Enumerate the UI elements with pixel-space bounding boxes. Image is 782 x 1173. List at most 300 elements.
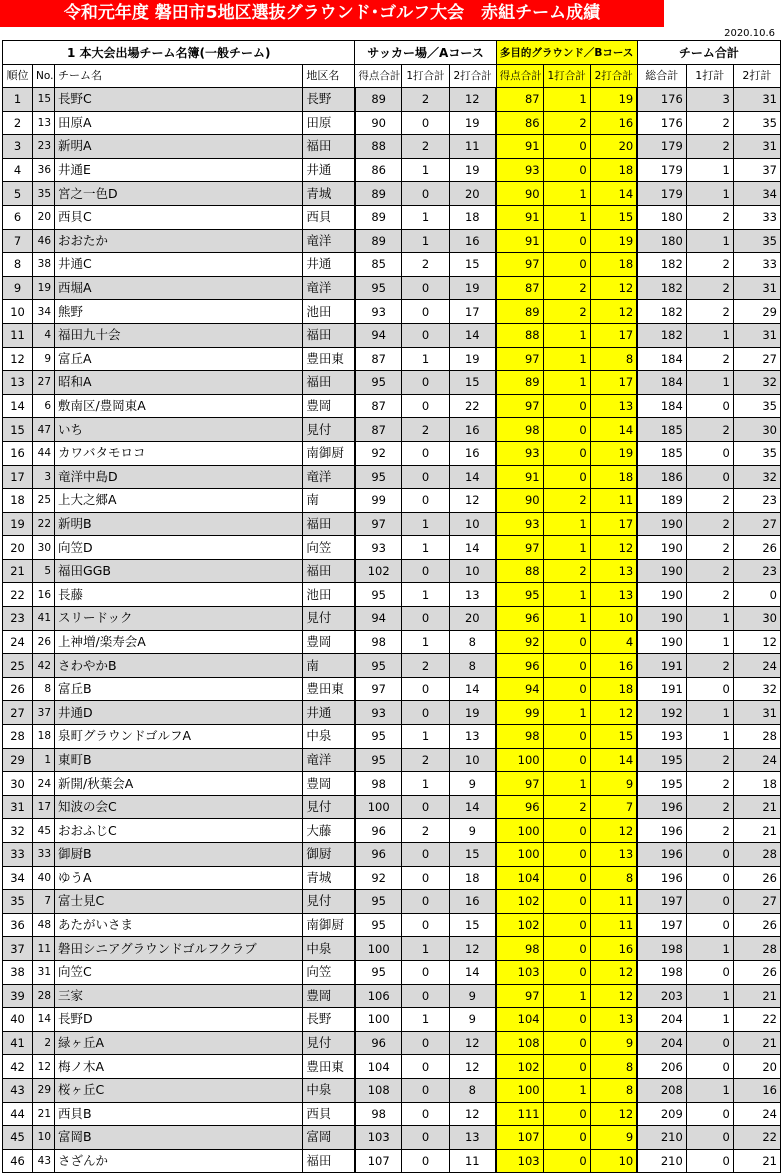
cell-b-one: 1 (543, 182, 590, 206)
cell-no: 4 (33, 323, 55, 347)
cell-rank: 23 (3, 607, 33, 631)
cell-no: 34 (33, 300, 55, 324)
cell-a-two: 19 (449, 276, 496, 300)
cell-b-two: 16 (590, 937, 637, 961)
cell-t-two: 26 (733, 536, 780, 560)
cell-b-score: 89 (496, 300, 543, 324)
cell-district: 見付 (303, 1031, 355, 1055)
cell-t-one: 0 (686, 1126, 733, 1150)
cell-rank: 33 (3, 843, 33, 867)
cell-a-score: 87 (355, 418, 402, 442)
table-row (3, 300, 781, 324)
cell-b-score: 108 (496, 1031, 543, 1055)
cell-a-score: 102 (355, 559, 402, 583)
cell-a-two: 9 (449, 984, 496, 1008)
cell-t-one: 2 (686, 772, 733, 796)
cell-t-two: 33 (733, 205, 780, 229)
col-t-two: 2打計 (733, 65, 780, 88)
cell-t-one: 1 (686, 1008, 733, 1032)
cell-no: 17 (33, 795, 55, 819)
cell-b-two: 13 (590, 1008, 637, 1032)
cell-t-one: 0 (686, 843, 733, 867)
cell-b-two: 12 (590, 1102, 637, 1126)
cell-no: 41 (33, 607, 55, 631)
cell-a-score: 100 (355, 1008, 402, 1032)
cell-team: 新明A (55, 135, 303, 159)
cell-a-one: 0 (402, 890, 449, 914)
cell-no: 27 (33, 371, 55, 395)
cell-a-two: 14 (449, 536, 496, 560)
cell-b-score: 98 (496, 725, 543, 749)
cell-t-two: 26 (733, 866, 780, 890)
cell-team: 福田九十会 (55, 323, 303, 347)
cell-team: 向笠C (55, 960, 303, 984)
cell-team: いち (55, 418, 303, 442)
cell-a-one: 1 (402, 937, 449, 961)
cell-b-score: 87 (496, 88, 543, 112)
cell-team: 上神増/楽寿会A (55, 630, 303, 654)
col-b-one: 1打合計 (543, 65, 590, 88)
cell-a-one: 1 (402, 229, 449, 253)
table-row (3, 182, 781, 206)
cell-total: 179 (637, 182, 686, 206)
cell-team: おおたか (55, 229, 303, 253)
cell-rank: 37 (3, 937, 33, 961)
cell-total: 191 (637, 677, 686, 701)
cell-b-score: 89 (496, 371, 543, 395)
cell-district: 見付 (303, 418, 355, 442)
cell-total: 204 (637, 1008, 686, 1032)
cell-team: 三家 (55, 984, 303, 1008)
cell-t-one: 1 (686, 158, 733, 182)
cell-team: 長藤 (55, 583, 303, 607)
cell-t-two: 24 (733, 1102, 780, 1126)
cell-total: 193 (637, 725, 686, 749)
cell-a-score: 93 (355, 300, 402, 324)
cell-total: 191 (637, 654, 686, 678)
cell-t-two: 31 (733, 135, 780, 159)
cell-district: 青城 (303, 866, 355, 890)
cell-t-two: 21 (733, 1149, 780, 1173)
cell-team: 昭和A (55, 371, 303, 395)
cell-rank: 44 (3, 1102, 33, 1126)
cell-total: 196 (637, 843, 686, 867)
cell-rank: 14 (3, 394, 33, 418)
cell-rank: 3 (3, 135, 33, 159)
cell-b-one: 1 (543, 205, 590, 229)
cell-a-one: 0 (402, 1126, 449, 1150)
cell-b-one: 2 (543, 489, 590, 513)
cell-district: 西貝 (303, 205, 355, 229)
cell-b-score: 95 (496, 583, 543, 607)
cell-no: 48 (33, 913, 55, 937)
cell-b-two: 18 (590, 158, 637, 182)
cell-b-score: 107 (496, 1126, 543, 1150)
cell-b-one: 1 (543, 984, 590, 1008)
cell-a-two: 15 (449, 913, 496, 937)
cell-no: 24 (33, 772, 55, 796)
cell-team: 西貝C (55, 205, 303, 229)
cell-a-one: 0 (402, 843, 449, 867)
cell-a-score: 100 (355, 795, 402, 819)
cell-no: 15 (33, 88, 55, 112)
cell-b-score: 91 (496, 205, 543, 229)
cell-b-two: 13 (590, 843, 637, 867)
table-row (3, 371, 781, 395)
cell-team: 知波の会C (55, 795, 303, 819)
cell-team: 井通E (55, 158, 303, 182)
table-row (3, 795, 781, 819)
cell-a-one: 0 (402, 1031, 449, 1055)
cell-t-one: 1 (686, 323, 733, 347)
cell-a-score: 88 (355, 135, 402, 159)
cell-b-one: 0 (543, 1008, 590, 1032)
cell-a-score: 89 (355, 205, 402, 229)
cell-b-one: 0 (543, 913, 590, 937)
cell-a-score: 107 (355, 1149, 402, 1173)
cell-a-two: 13 (449, 583, 496, 607)
cell-a-one: 2 (402, 819, 449, 843)
cell-t-two: 23 (733, 559, 780, 583)
cell-b-two: 9 (590, 772, 637, 796)
cell-a-score: 106 (355, 984, 402, 1008)
cell-a-two: 11 (449, 135, 496, 159)
cell-rank: 40 (3, 1008, 33, 1032)
cell-a-one: 2 (402, 418, 449, 442)
cell-t-one: 1 (686, 229, 733, 253)
cell-b-score: 97 (496, 536, 543, 560)
cell-b-score: 100 (496, 843, 543, 867)
cell-b-one: 0 (543, 253, 590, 277)
cell-team: 磐田シニアグラウンドゴルフクラブ (55, 937, 303, 961)
cell-b-one: 0 (543, 725, 590, 749)
cell-rank: 42 (3, 1055, 33, 1079)
cell-total: 198 (637, 960, 686, 984)
table-row (3, 465, 781, 489)
cell-a-two: 10 (449, 559, 496, 583)
cell-b-score: 104 (496, 866, 543, 890)
cell-b-two: 14 (590, 418, 637, 442)
cell-team: 西貝B (55, 1102, 303, 1126)
cell-total: 182 (637, 323, 686, 347)
col-b-score: 得点合計 (496, 65, 543, 88)
cell-team: おおふじC (55, 819, 303, 843)
cell-total: 182 (637, 253, 686, 277)
cell-t-one: 0 (686, 1031, 733, 1055)
cell-a-two: 14 (449, 960, 496, 984)
cell-no: 23 (33, 135, 55, 159)
cell-a-score: 96 (355, 819, 402, 843)
cell-district: 福田 (303, 323, 355, 347)
cell-rank: 45 (3, 1126, 33, 1150)
cell-a-one: 1 (402, 158, 449, 182)
col-t-one: 1打計 (686, 65, 733, 88)
cell-a-two: 10 (449, 512, 496, 536)
cell-t-two: 35 (733, 229, 780, 253)
cell-a-two: 12 (449, 937, 496, 961)
cell-rank: 24 (3, 630, 33, 654)
cell-b-score: 100 (496, 819, 543, 843)
cell-t-one: 2 (686, 253, 733, 277)
cell-district: 富岡 (303, 1126, 355, 1150)
cell-no: 6 (33, 394, 55, 418)
cell-a-score: 89 (355, 182, 402, 206)
table-row (3, 1078, 781, 1102)
cell-t-two: 32 (733, 371, 780, 395)
cell-a-one: 0 (402, 1078, 449, 1102)
cell-total: 185 (637, 418, 686, 442)
cell-t-two: 37 (733, 158, 780, 182)
cell-rank: 27 (3, 701, 33, 725)
cell-a-score: 87 (355, 394, 402, 418)
cell-a-one: 0 (402, 371, 449, 395)
cell-b-two: 9 (590, 1126, 637, 1150)
cell-a-score: 104 (355, 1055, 402, 1079)
table-row (3, 559, 781, 583)
cell-b-one: 2 (543, 559, 590, 583)
cell-t-one: 1 (686, 937, 733, 961)
cell-no: 37 (33, 701, 55, 725)
cell-total: 209 (637, 1102, 686, 1126)
cell-rank: 12 (3, 347, 33, 371)
cell-t-one: 1 (686, 630, 733, 654)
table-row (3, 88, 781, 112)
cell-a-two: 15 (449, 253, 496, 277)
cell-t-two: 30 (733, 418, 780, 442)
cell-district: 福田 (303, 371, 355, 395)
cell-a-score: 95 (355, 960, 402, 984)
cell-t-one: 2 (686, 489, 733, 513)
cell-district: 田原 (303, 111, 355, 135)
cell-no: 47 (33, 418, 55, 442)
cell-total: 210 (637, 1149, 686, 1173)
cell-b-score: 91 (496, 135, 543, 159)
cell-team: さざんか (55, 1149, 303, 1173)
cell-b-one: 1 (543, 607, 590, 631)
cell-a-score: 95 (355, 371, 402, 395)
table-row (3, 725, 781, 749)
cell-t-one: 0 (686, 1055, 733, 1079)
cell-t-two: 28 (733, 843, 780, 867)
cell-b-score: 97 (496, 984, 543, 1008)
cell-b-two: 18 (590, 677, 637, 701)
cell-no: 18 (33, 725, 55, 749)
cell-district: 大藤 (303, 819, 355, 843)
cell-t-one: 2 (686, 512, 733, 536)
cell-team: 御厨B (55, 843, 303, 867)
cell-team: 富岡B (55, 1126, 303, 1150)
cell-t-two: 35 (733, 111, 780, 135)
cell-rank: 31 (3, 795, 33, 819)
cell-b-one: 0 (543, 843, 590, 867)
cell-rank: 30 (3, 772, 33, 796)
cell-a-two: 9 (449, 819, 496, 843)
cell-district: 向笠 (303, 960, 355, 984)
cell-no: 35 (33, 182, 55, 206)
cell-district: 豊岡 (303, 772, 355, 796)
cell-a-one: 0 (402, 701, 449, 725)
cell-t-one: 1 (686, 607, 733, 631)
cell-a-score: 92 (355, 866, 402, 890)
cell-a-score: 95 (355, 725, 402, 749)
cell-b-two: 14 (590, 748, 637, 772)
cell-b-two: 15 (590, 725, 637, 749)
cell-a-two: 14 (449, 323, 496, 347)
cell-b-one: 0 (543, 960, 590, 984)
cell-b-two: 17 (590, 371, 637, 395)
table-row (3, 536, 781, 560)
cell-a-two: 16 (449, 418, 496, 442)
cell-district: 青城 (303, 182, 355, 206)
cell-team: 西堀A (55, 276, 303, 300)
results-body (3, 88, 781, 1173)
cell-rank: 39 (3, 984, 33, 1008)
cell-a-one: 0 (402, 394, 449, 418)
cell-b-one: 0 (543, 677, 590, 701)
cell-team: 緑ヶ丘A (55, 1031, 303, 1055)
cell-a-one: 1 (402, 725, 449, 749)
cell-b-one: 1 (543, 323, 590, 347)
cell-b-one: 0 (543, 135, 590, 159)
cell-a-score: 99 (355, 489, 402, 513)
cell-b-one: 0 (543, 819, 590, 843)
table-row (3, 441, 781, 465)
cell-rank: 38 (3, 960, 33, 984)
cell-b-two: 12 (590, 701, 637, 725)
cell-a-score: 96 (355, 843, 402, 867)
cell-b-two: 8 (590, 1055, 637, 1079)
cell-t-two: 16 (733, 1078, 780, 1102)
cell-b-one: 1 (543, 583, 590, 607)
cell-team: 井通C (55, 253, 303, 277)
cell-total: 196 (637, 795, 686, 819)
cell-rank: 11 (3, 323, 33, 347)
cell-a-score: 103 (355, 1126, 402, 1150)
cell-b-score: 94 (496, 677, 543, 701)
cell-no: 45 (33, 819, 55, 843)
cell-b-two: 13 (590, 583, 637, 607)
cell-district: 長野 (303, 1008, 355, 1032)
cell-b-one: 1 (543, 371, 590, 395)
table-row (3, 1055, 781, 1079)
cell-team: ゆうA (55, 866, 303, 890)
cell-a-two: 12 (449, 88, 496, 112)
cell-total: 203 (637, 984, 686, 1008)
cell-t-one: 2 (686, 111, 733, 135)
cell-a-one: 0 (402, 323, 449, 347)
cell-district: 長野 (303, 88, 355, 112)
cell-b-one: 0 (543, 748, 590, 772)
cell-t-two: 23 (733, 489, 780, 513)
document-date: 2020.10.6 (724, 28, 775, 39)
cell-no: 43 (33, 1149, 55, 1173)
col-total: 総合計 (637, 65, 686, 88)
cell-a-score: 95 (355, 465, 402, 489)
cell-t-two: 33 (733, 253, 780, 277)
cell-t-two: 27 (733, 890, 780, 914)
group-team-total: チーム合計 (637, 41, 780, 65)
cell-a-score: 85 (355, 253, 402, 277)
cell-b-two: 8 (590, 1078, 637, 1102)
cell-b-one: 1 (543, 347, 590, 371)
cell-a-one: 0 (402, 465, 449, 489)
cell-rank: 34 (3, 866, 33, 890)
cell-a-two: 18 (449, 866, 496, 890)
cell-t-two: 21 (733, 819, 780, 843)
table-row (3, 748, 781, 772)
cell-t-one: 2 (686, 205, 733, 229)
cell-t-two: 35 (733, 394, 780, 418)
cell-a-score: 87 (355, 347, 402, 371)
cell-t-two: 32 (733, 465, 780, 489)
cell-t-one: 1 (686, 984, 733, 1008)
table-row (3, 843, 781, 867)
table-row (3, 960, 781, 984)
cell-t-one: 2 (686, 135, 733, 159)
cell-a-score: 100 (355, 937, 402, 961)
cell-a-two: 12 (449, 1102, 496, 1126)
cell-t-one: 0 (686, 866, 733, 890)
cell-rank: 29 (3, 748, 33, 772)
table-row (3, 772, 781, 796)
cell-a-one: 1 (402, 347, 449, 371)
table-row (3, 913, 781, 937)
cell-total: 179 (637, 158, 686, 182)
cell-t-one: 2 (686, 748, 733, 772)
cell-a-one: 1 (402, 205, 449, 229)
cell-b-two: 17 (590, 323, 637, 347)
cell-t-one: 1 (686, 701, 733, 725)
table-row (3, 276, 781, 300)
cell-no: 12 (33, 1055, 55, 1079)
cell-a-two: 19 (449, 111, 496, 135)
cell-district: 福田 (303, 559, 355, 583)
cell-b-one: 2 (543, 300, 590, 324)
cell-team: 富丘A (55, 347, 303, 371)
cell-rank: 10 (3, 300, 33, 324)
cell-no: 2 (33, 1031, 55, 1055)
cell-rank: 19 (3, 512, 33, 536)
cell-a-score: 108 (355, 1078, 402, 1102)
cell-a-two: 14 (449, 465, 496, 489)
table-row (3, 583, 781, 607)
cell-a-two: 18 (449, 205, 496, 229)
cell-district: 見付 (303, 890, 355, 914)
cell-b-score: 93 (496, 512, 543, 536)
cell-b-two: 12 (590, 300, 637, 324)
cell-t-one: 2 (686, 347, 733, 371)
cell-b-two: 19 (590, 441, 637, 465)
cell-a-one: 0 (402, 1149, 449, 1173)
cell-no: 3 (33, 465, 55, 489)
cell-team: 田原A (55, 111, 303, 135)
cell-no: 8 (33, 677, 55, 701)
cell-b-two: 11 (590, 913, 637, 937)
col-a-score: 得点合計 (355, 65, 402, 88)
cell-rank: 15 (3, 418, 33, 442)
cell-no: 22 (33, 512, 55, 536)
group-soccer-course: サッカー場／Aコース (355, 41, 496, 65)
cell-district: 池田 (303, 300, 355, 324)
cell-a-score: 92 (355, 441, 402, 465)
cell-total: 190 (637, 536, 686, 560)
cell-b-two: 10 (590, 607, 637, 631)
cell-total: 190 (637, 583, 686, 607)
cell-a-one: 2 (402, 253, 449, 277)
cell-b-two: 16 (590, 111, 637, 135)
cell-t-one: 1 (686, 182, 733, 206)
cell-b-two: 20 (590, 135, 637, 159)
